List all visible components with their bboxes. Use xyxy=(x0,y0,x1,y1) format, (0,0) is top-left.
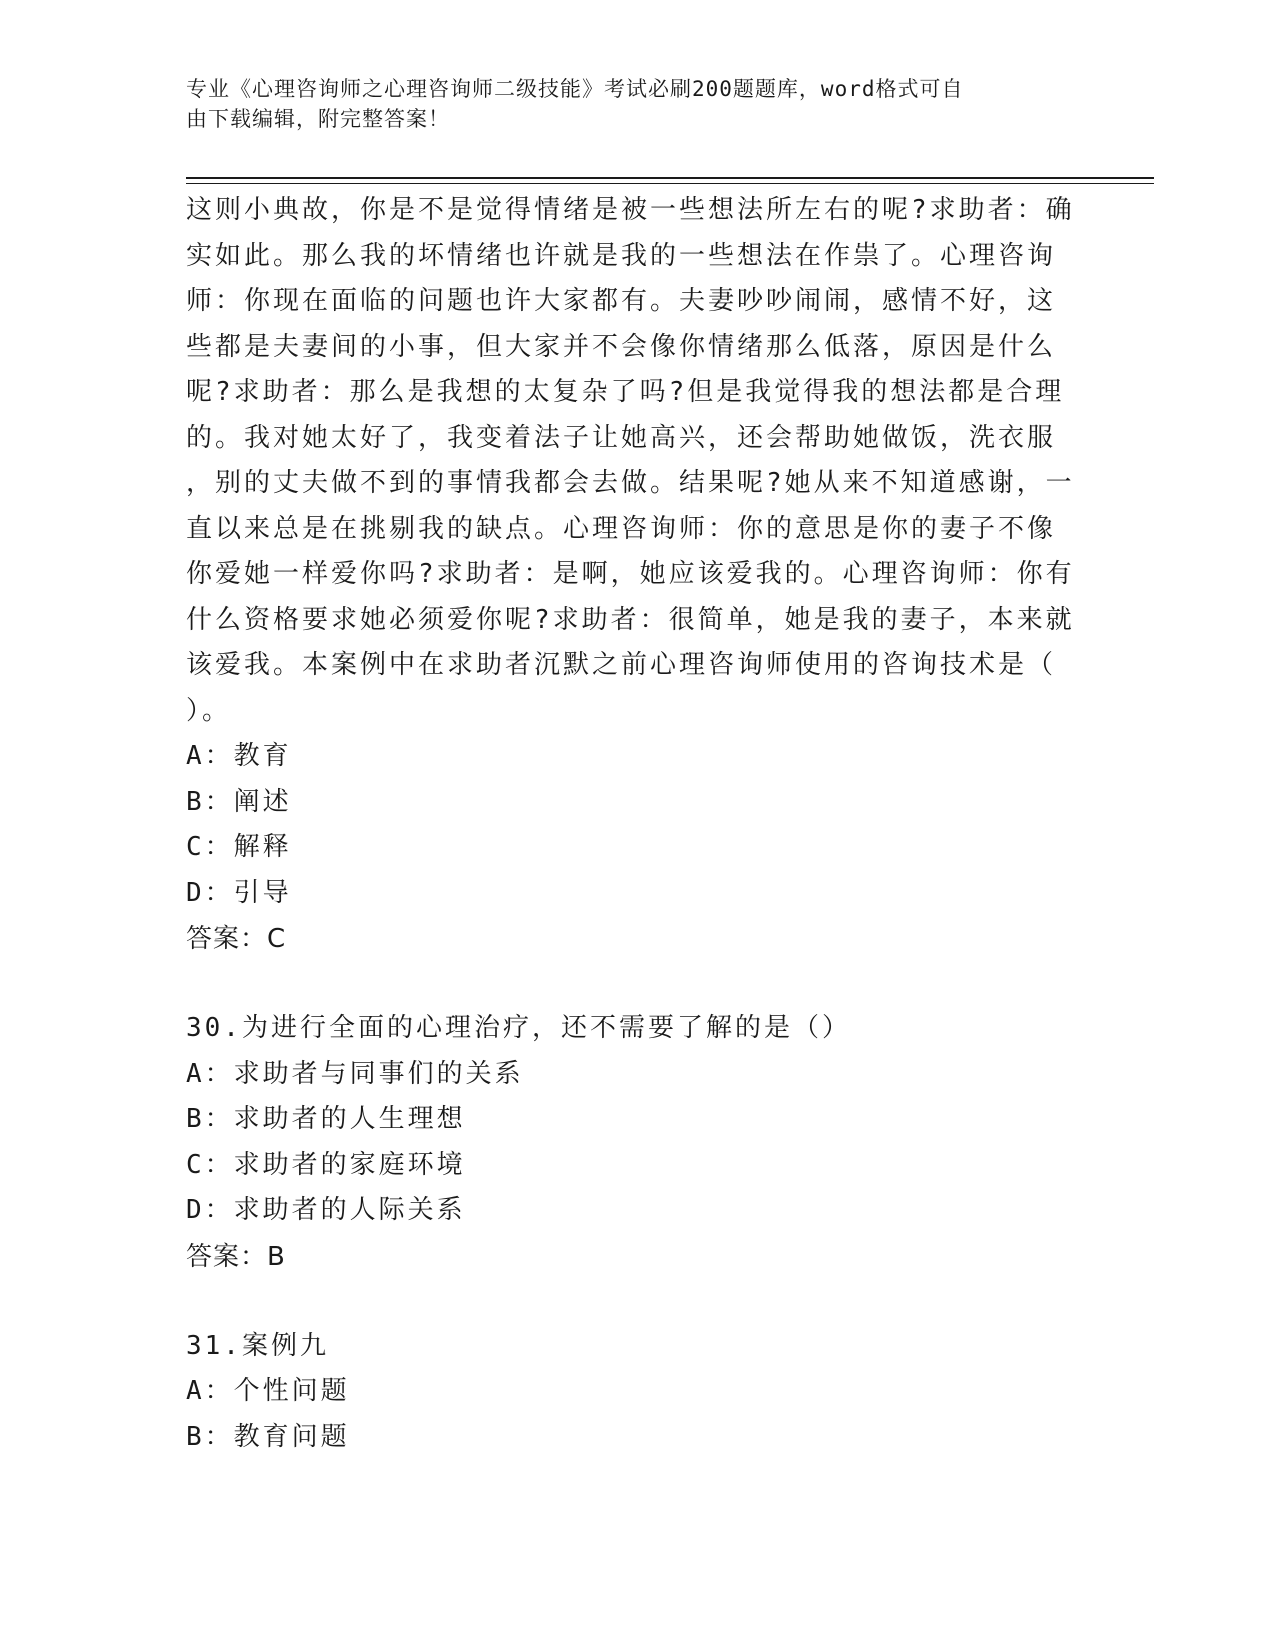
case-line: ）。 xyxy=(186,695,232,726)
option-b: B：阐述 xyxy=(186,786,292,817)
option-a: A：个性问题 xyxy=(186,1376,350,1406)
question-31 xyxy=(186,1324,1086,1461)
option-c: C：求助者的家庭环境 xyxy=(186,1149,466,1180)
case-line: 你爱她一样爱你吗?求助者：是啊，她应该爱我的。心理咨询师：你有 xyxy=(186,559,1075,589)
question-31-stem: 31.案例九 xyxy=(186,1330,329,1361)
spacer xyxy=(186,962,1086,1006)
header-divider-thin xyxy=(186,183,1154,184)
answer-30: 答案：B xyxy=(186,1241,286,1272)
page-content xyxy=(186,188,1086,1460)
question-30 xyxy=(186,1006,1086,1234)
document-header xyxy=(186,74,1066,134)
header-line-1: 专业《心理咨询师之心理咨询师二级技能》考试必刷200题题库，word格式可自 xyxy=(186,77,964,101)
question-29-options xyxy=(186,734,1086,916)
case-passage xyxy=(186,188,1086,734)
answer-29: 答案：C xyxy=(186,924,287,954)
option-d: D：引导 xyxy=(186,877,292,908)
spacer xyxy=(186,1280,1086,1324)
option-b: B：求助者的人生理想 xyxy=(186,1104,466,1134)
case-line: 实如此。那么我的坏情绪也许就是我的一些想法在作祟了。心理咨询 xyxy=(186,240,1057,271)
header-line-2: 由下载编辑，附完整答案！ xyxy=(186,107,450,131)
case-line: 的。我对她太好了，我变着法子让她高兴，还会帮助她做饭，洗衣服 xyxy=(186,422,1057,453)
case-line: 直以来总是在挑剔我的缺点。心理咨询师：你的意思是你的妻子不像 xyxy=(186,513,1057,544)
case-line: ，别的丈夫做不到的事情我都会去做。结果呢?她从来不知道感谢，一 xyxy=(186,468,1075,498)
option-c: C：解释 xyxy=(186,832,292,862)
option-b: B：教育问题 xyxy=(186,1421,350,1452)
option-a: A：求助者与同事们的关系 xyxy=(186,1058,524,1089)
case-line: 该爱我。本案例中在求助者沉默之前心理咨询师使用的咨询技术是（ xyxy=(186,650,1057,680)
case-line: 呢?求助者：那么是我想的太复杂了吗?但是我觉得我的想法都是合理 xyxy=(186,377,1065,407)
question-30-stem: 30.为进行全面的心理治疗，还不需要了解的是（） xyxy=(186,1013,851,1043)
case-line: 什么资格要求她必须爱你呢?求助者：很简单，她是我的妻子，本来就 xyxy=(186,604,1075,635)
header-divider-thick xyxy=(186,177,1154,179)
case-line: 这则小典故，你是不是觉得情绪是被一些想法所左右的呢?求助者：确 xyxy=(186,195,1075,225)
option-a: A：教育 xyxy=(186,741,292,771)
option-d: D：求助者的人际关系 xyxy=(186,1195,466,1225)
case-line: 些都是夫妻间的小事，但大家并不会像你情绪那么低落，原因是什么 xyxy=(186,331,1057,362)
case-line: 师：你现在面临的问题也许大家都有。夫妻吵吵闹闹，感情不好，这 xyxy=(186,286,1057,316)
